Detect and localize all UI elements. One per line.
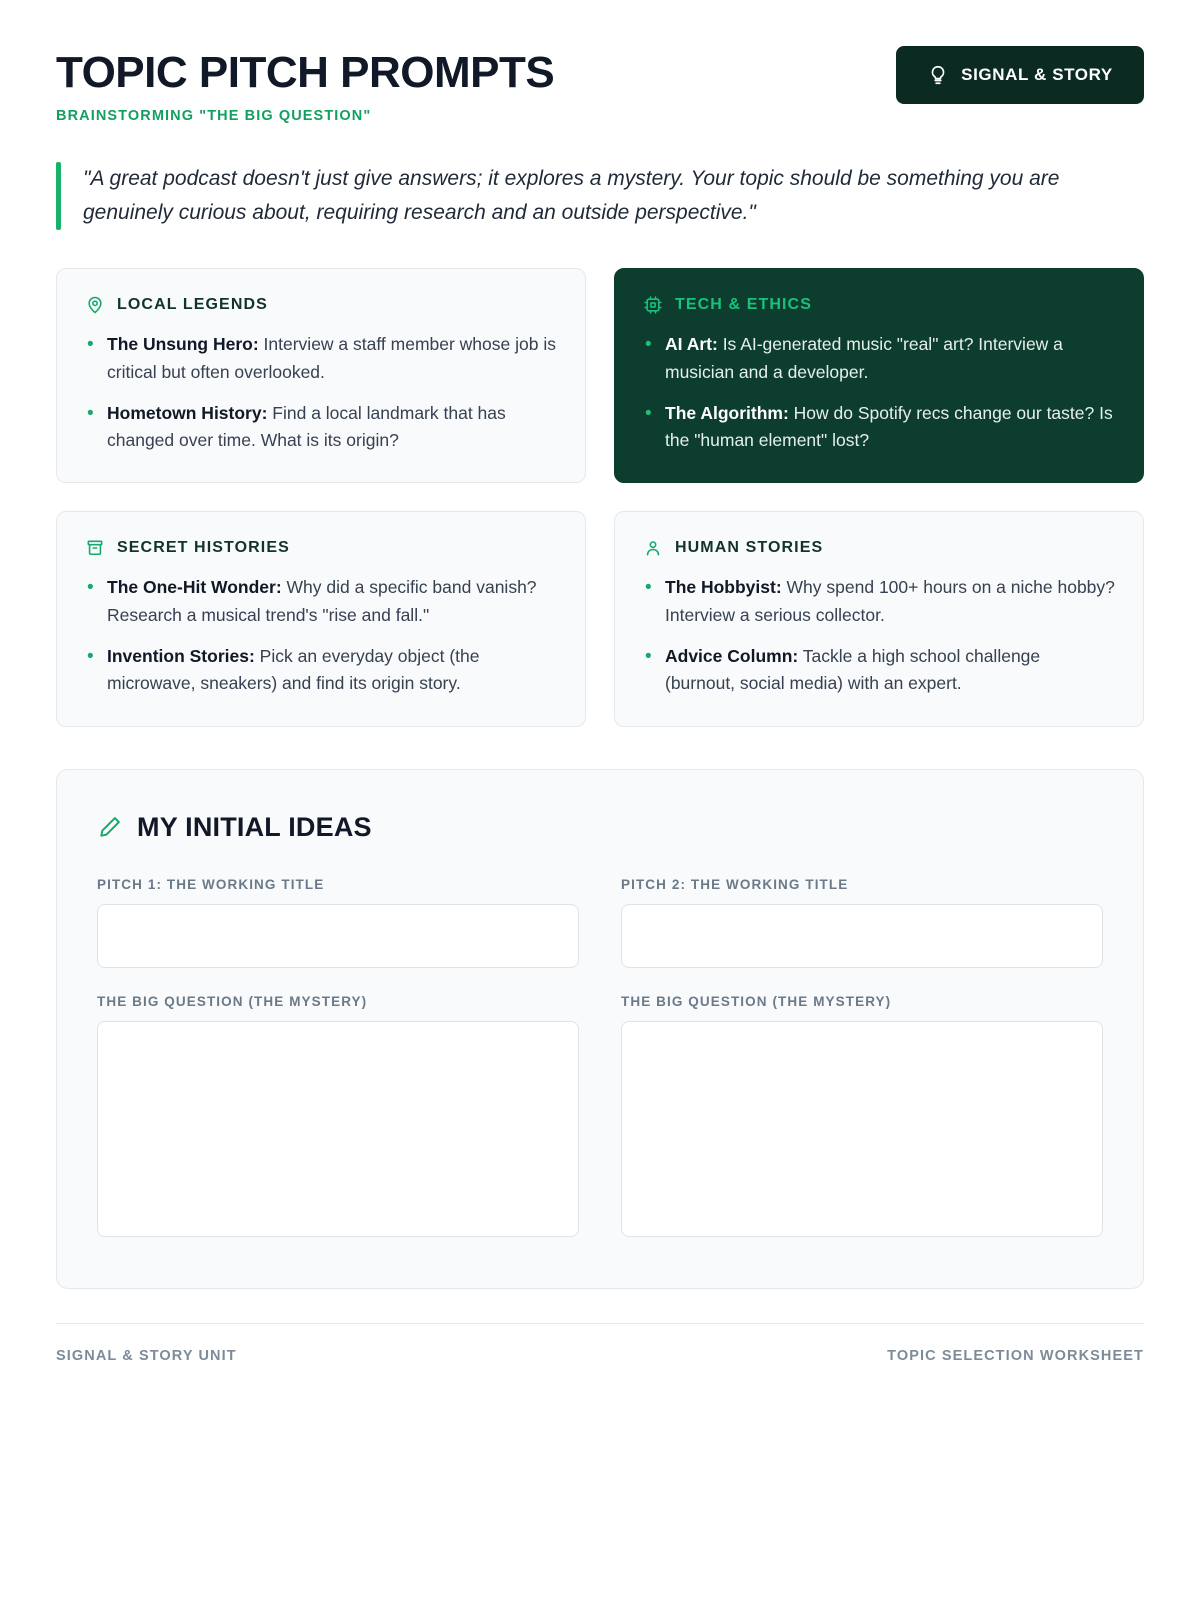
card-title: LOCAL LEGENDS [117, 296, 268, 314]
pitch-2-label: PITCH 2: THE WORKING TITLE [621, 876, 849, 892]
brand-badge [896, 46, 1144, 104]
card-title: HUMAN STORIES [675, 539, 824, 557]
list-item [85, 400, 557, 455]
pitch-2-question-label: THE BIG QUESTION (THE MYSTERY) [621, 993, 892, 1009]
list-item-text: Why spend 100+ hours on a niche hobby? Interview a serious collector. [665, 577, 1115, 625]
quote-accent-bar [56, 162, 61, 230]
title-block [56, 46, 554, 124]
person-icon [643, 538, 663, 558]
list-item [85, 643, 557, 698]
card-title: TECH & ETHICS [675, 296, 812, 314]
lightbulb-icon [927, 64, 949, 86]
pitch-1-question-textarea[interactable] [97, 1021, 579, 1237]
list-item-lead: The One-Hit Wonder: [107, 577, 282, 598]
list-item-lead: The Unsung Hero: [107, 334, 259, 355]
list-item-text: Is AI-generated music "real" art? Interview a musician and a developer. [665, 334, 1063, 382]
pitch-1-field-group [97, 877, 579, 994]
list-item-lead: The Algorithm: [665, 402, 789, 423]
pitch-1-label: PITCH 1: THE WORKING TITLE [97, 876, 325, 892]
list-item-lead: Advice Column: [665, 646, 799, 666]
prompt-card-local-legends [56, 268, 586, 483]
list-item [85, 331, 557, 386]
idea-fields-grid [97, 877, 1103, 1242]
card-header [85, 538, 557, 558]
list-item-lead: Invention Stories: [107, 646, 255, 666]
pitch-1-question-group [97, 994, 579, 1242]
map-pin-icon [85, 295, 105, 315]
list-item [643, 574, 1115, 629]
card-header [643, 538, 1115, 558]
prompt-card-human-stories [614, 511, 1144, 726]
list-item-lead: The Hobbyist: [665, 577, 782, 598]
footer-right-label: TOPIC SELECTION WORKSHEET [887, 1347, 1144, 1364]
quote-text: "A great podcast doesn't just give answers; it explores a mystery. Your topic should be something you are genuinely curious about, requiring research and an outside perspective." [83, 167, 1060, 225]
initial-ideas-header [97, 812, 1103, 843]
list-item-text: Pick an everyday object (the microwave, sneakers) and find its origin story. [107, 646, 480, 694]
pitch-2-question-textarea[interactable] [621, 1021, 1103, 1237]
list-item-lead: Hometown History: [107, 402, 268, 423]
pitch-2-field-group [621, 877, 1103, 994]
page-subtitle: BRAINSTORMING "THE BIG QUESTION" [56, 108, 372, 125]
list-item-lead: AI Art: [665, 334, 718, 355]
card-item-list [85, 331, 557, 454]
list-item [643, 643, 1115, 698]
pitch-1-title-input[interactable] [97, 904, 579, 968]
pitch-1-question-label: THE BIG QUESTION (THE MYSTERY) [97, 993, 368, 1009]
initial-ideas-panel [56, 769, 1144, 1289]
prompt-card-secret-histories [56, 511, 586, 726]
card-item-list [85, 574, 557, 697]
brand-label: SIGNAL & STORY [961, 65, 1113, 84]
prompt-card-grid [56, 268, 1144, 726]
card-title: SECRET HISTORIES [117, 539, 290, 557]
card-item-list [643, 574, 1115, 697]
quote-block [56, 162, 1144, 230]
pencil-icon [97, 814, 123, 840]
prompt-card-tech-ethics [614, 268, 1144, 483]
list-item-text: How do Spotify recs change our taste? Is the "human element" lost? [665, 402, 1113, 451]
pitch-2-question-group [621, 994, 1103, 1242]
list-item [643, 400, 1115, 455]
list-item-text: Tackle a high school challenge (burnout, social media) with an expert. [665, 646, 1041, 694]
card-item-list [643, 331, 1115, 454]
list-item-text: Interview a staff member whose job is critical but often overlooked. [107, 334, 556, 382]
list-item [643, 331, 1115, 386]
card-header [643, 295, 1115, 315]
footer-left-label: SIGNAL & STORY UNIT [56, 1347, 237, 1364]
pitch-2-title-input[interactable] [621, 904, 1103, 968]
list-item [85, 574, 557, 629]
cpu-icon [643, 295, 663, 315]
page-footer [56, 1323, 1144, 1364]
list-item-text: Why did a specific band vanish? Research a musical trend's "rise and fall." [107, 577, 537, 625]
page-header [56, 46, 1144, 124]
list-item-text: Find a local landmark that has changed over time. What is its origin? [107, 402, 506, 451]
card-header [85, 295, 557, 315]
page-title: TOPIC PITCH PROMPTS [56, 48, 555, 97]
initial-ideas-title: MY INITIAL IDEAS [137, 811, 372, 842]
archive-icon [85, 538, 105, 558]
